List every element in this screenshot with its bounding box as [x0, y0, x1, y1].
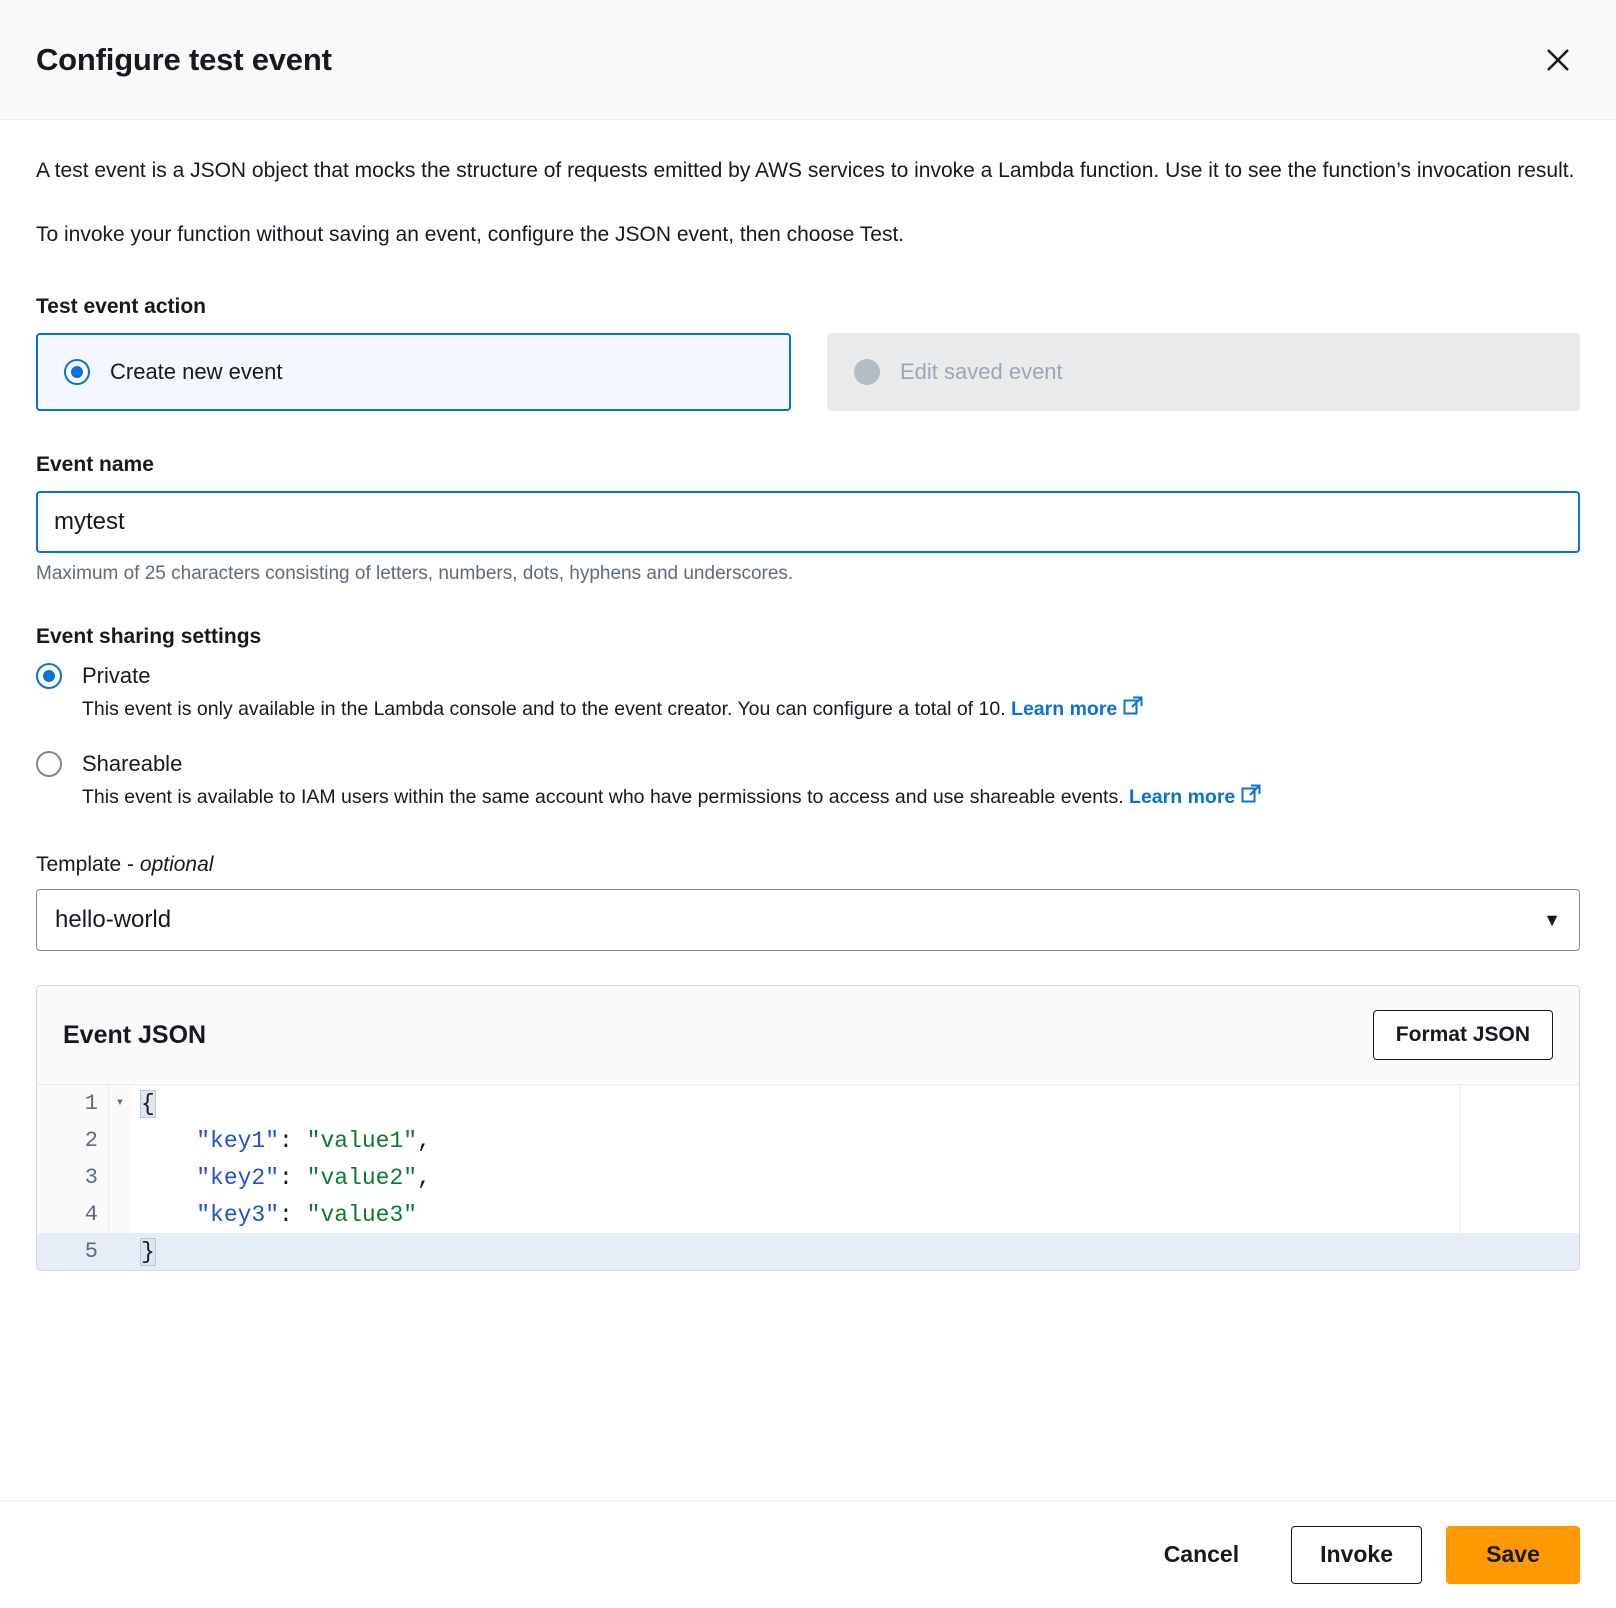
test-event-action-group: [36, 333, 1580, 411]
event-sharing-label: Event sharing settings: [36, 624, 262, 648]
code-token-brace-open: {: [141, 1090, 155, 1117]
line-number: 1: [37, 1085, 109, 1122]
radio-label-create-new-event: Create new event: [110, 358, 283, 384]
dialog-body: [0, 120, 1616, 1500]
event-json-editor: [36, 985, 1580, 1271]
radio-description-private: [82, 695, 1580, 725]
radio-description-shareable: [82, 783, 1580, 813]
code-token-colon: :: [279, 1164, 307, 1191]
code-token-colon: :: [279, 1201, 307, 1228]
code-line: [37, 1159, 1579, 1196]
line-number: 4: [37, 1196, 109, 1233]
test-event-action-label: Test event action: [36, 294, 206, 318]
radio-edit-saved-event: [827, 333, 1580, 411]
event-name-input[interactable]: [36, 491, 1580, 553]
dialog-header: [0, 0, 1616, 120]
radio-private[interactable]: [36, 663, 1580, 689]
fold-spacer: [109, 1233, 131, 1270]
code-line-text: [131, 1202, 417, 1228]
template-label-optional: optional: [139, 853, 214, 877]
code-line-active: [37, 1233, 1579, 1270]
code-line-text: [131, 1165, 431, 1191]
radio-description-private-text: This event is only available in the Lambda console and to the event creator. You can configure a total of 10.: [82, 697, 1006, 720]
event-sharing-group: [36, 663, 1580, 814]
save-button[interactable]: Save: [1446, 1526, 1580, 1584]
line-number: 3: [37, 1159, 109, 1196]
close-icon[interactable]: [1536, 38, 1580, 82]
radio-label-edit-saved-event: Edit saved event: [900, 358, 1063, 384]
template-select-value: hello-world: [55, 906, 172, 934]
fold-toggle-icon[interactable]: ▾: [109, 1085, 131, 1122]
template-label-main: Template -: [36, 853, 135, 877]
event-json-editor-header: [37, 986, 1579, 1084]
external-link-icon: [1122, 695, 1144, 725]
radio-indicator-edit-saved-event: [854, 359, 880, 385]
fold-spacer: [109, 1122, 131, 1159]
fold-spacer: [109, 1159, 131, 1196]
fold-spacer: [109, 1196, 131, 1233]
event-json-title: Event JSON: [63, 1020, 207, 1049]
event-name-helper-text: Maximum of 25 characters consisting of letters, numbers, dots, hyphens and underscores.: [36, 562, 794, 584]
radio-create-new-event[interactable]: [36, 333, 791, 411]
radio-label-private: Private: [82, 662, 151, 688]
template-label: [36, 853, 1580, 877]
dialog-footer: [0, 1500, 1616, 1608]
code-token-key: "key2": [196, 1164, 280, 1191]
code-token-colon: :: [279, 1127, 307, 1154]
dialog-title: Configure test event: [36, 41, 332, 77]
radio-shareable[interactable]: [36, 751, 1580, 777]
learn-more-private-link[interactable]: Learn more: [1011, 697, 1118, 720]
line-number: 5: [37, 1233, 109, 1270]
code-token-comma: ,: [417, 1127, 431, 1154]
code-token-value: "value1": [306, 1127, 418, 1154]
intro-paragraph-2: To invoke your function without saving an event, configure the JSON event, then choose Test.: [36, 223, 905, 247]
intro-paragraph-1: A test event is a JSON object that mocks the structure of requests emitted by AWS services to invoke a Lambda function. Use it to see the function’s invocation result.: [36, 159, 1575, 182]
radio-indicator-create-new-event: [64, 359, 90, 385]
code-token-brace-close: }: [141, 1238, 155, 1265]
code-line: [37, 1085, 1579, 1122]
code-token-comma: ,: [417, 1164, 431, 1191]
event-name-label: Event name: [36, 452, 154, 476]
line-number: 2: [37, 1122, 109, 1159]
code-line-text: [131, 1091, 155, 1117]
code-line-text: [131, 1239, 155, 1265]
code-token-key: "key1": [196, 1127, 280, 1154]
external-link-icon: [1240, 783, 1262, 813]
radio-label-shareable: Shareable: [82, 751, 183, 777]
code-line: [37, 1122, 1579, 1159]
editor-right-divider: [1460, 1085, 1461, 1270]
code-line-text: [131, 1128, 431, 1154]
invoke-button[interactable]: Invoke: [1291, 1526, 1422, 1584]
radio-description-shareable-text: This event is available to IAM users within the same account who have permissions to access and use shareable events.: [82, 786, 1124, 809]
code-token-key: "key3": [196, 1201, 280, 1228]
format-json-button[interactable]: Format JSON: [1373, 1010, 1553, 1060]
chevron-down-icon: ▼: [1543, 909, 1561, 930]
radio-indicator-shareable: [36, 751, 62, 777]
event-json-code-area[interactable]: [37, 1084, 1579, 1270]
code-token-value: "value3": [306, 1201, 418, 1228]
radio-indicator-private: [36, 663, 62, 689]
template-select[interactable]: [36, 889, 1580, 951]
code-token-value: "value2": [306, 1164, 418, 1191]
cancel-button[interactable]: Cancel: [1136, 1526, 1267, 1584]
code-line: [37, 1196, 1579, 1233]
learn-more-shareable-link[interactable]: Learn more: [1129, 786, 1236, 809]
